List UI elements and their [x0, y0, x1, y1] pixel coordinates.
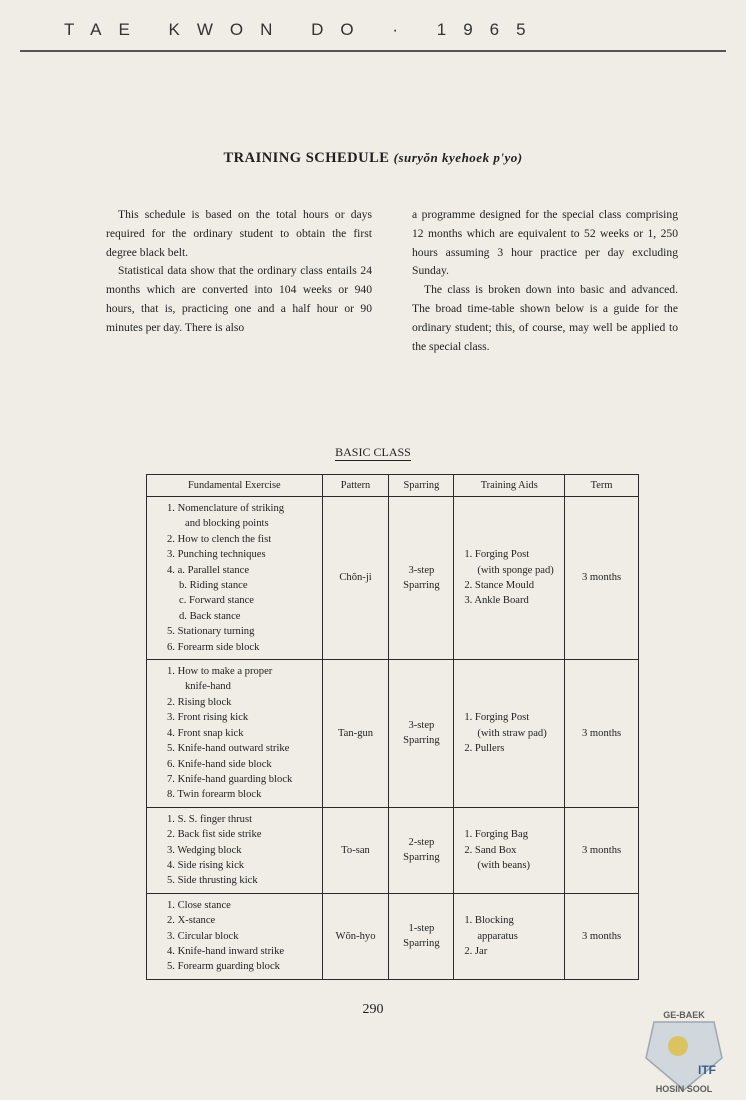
pattern-cell: Wŏn-hyo — [322, 893, 389, 979]
exercise-item: 5. Side thrusting kick — [167, 875, 258, 887]
exercise-item: 3. Front rising kick — [167, 712, 249, 724]
exercise-item: 6. Knife-hand side block — [167, 758, 272, 770]
exercise-cell — [147, 893, 323, 979]
sparring-cell: 3-step Sparring — [389, 660, 454, 808]
exercise-item: knife-hand — [185, 681, 231, 693]
running-header: TAE KWON DO · 1965 — [64, 20, 543, 39]
aid-item: (with beans) — [477, 859, 530, 871]
training-aids-cell — [454, 497, 565, 660]
intro-right-column — [412, 206, 678, 356]
intro-paragraph: The class is broken down into basic and advanced. The broad time-table shown below is a guide for the ordinary student; this, of course, may well be applied to the special class. — [412, 283, 678, 353]
aid-item: 3. Ankle Board — [464, 595, 529, 607]
header-pattern: Pattern — [322, 475, 389, 497]
basic-class-table — [146, 474, 639, 980]
table-header-row — [147, 475, 639, 497]
exercise-item: 5. Stationary turning — [167, 626, 255, 638]
exercise-item: 4. a. Parallel stance — [167, 564, 250, 576]
term-cell: 3 months — [565, 497, 639, 660]
intro-left-column — [106, 206, 372, 338]
aid-item: (with sponge pad) — [477, 564, 554, 576]
exercise-item: 1. How to make a proper — [167, 666, 273, 678]
exercise-item: 2. X-stance — [167, 915, 216, 927]
pattern-cell: Chŏn-ji — [322, 497, 389, 660]
watermark-bottom-text: HOSIN SOOL — [655, 1084, 713, 1094]
exercise-item: 4. Side rising kick — [167, 859, 245, 871]
exercise-item: 5. Knife-hand outward strike — [167, 743, 290, 755]
title-main: TRAINING SCHEDULE — [223, 150, 390, 166]
pattern-cell: To-san — [322, 807, 389, 893]
watermark-top-text: GE-BAEK — [663, 1010, 705, 1020]
exercise-item: 3. Wedging block — [167, 844, 242, 856]
exercise-item: b. Riding stance — [179, 580, 248, 592]
exercise-item: 2. Rising block — [167, 696, 232, 708]
basic-class-heading: BASIC CLASS — [335, 445, 411, 459]
exercise-item: 2. How to clench the fist — [167, 533, 272, 545]
aid-item: 2. Sand Box — [464, 844, 517, 856]
aid-item: 2. Pullers — [464, 743, 505, 755]
exercise-item: 3. Circular block — [167, 930, 239, 942]
header-training-aids: Training Aids — [454, 475, 565, 497]
aid-item: 1. Forging Post — [464, 712, 530, 724]
page-number: 290 — [362, 1002, 384, 1017]
sparring-cell: 1-step Sparring — [389, 893, 454, 979]
exercise-item: 1. S. S. finger thrust — [167, 813, 253, 825]
aid-item: 1. Forging Bag — [464, 829, 528, 841]
training-aids-cell — [454, 893, 565, 979]
page-title — [0, 150, 746, 167]
training-aids-cell — [454, 807, 565, 893]
exercise-item: d. Back stance — [179, 610, 241, 622]
exercise-item: 1. Nomenclature of striking — [167, 503, 285, 514]
exercise-cell — [147, 807, 323, 893]
exercise-cell — [147, 660, 323, 808]
term-cell: 3 months — [565, 807, 639, 893]
sparring-cell: 2-step Sparring — [389, 807, 454, 893]
table-row — [147, 497, 639, 660]
aid-item: 1. Blocking — [464, 915, 514, 927]
term-cell: 3 months — [565, 660, 639, 808]
exercise-item: 3. Punching techniques — [167, 549, 266, 561]
watermark-shield-icon — [630, 1010, 738, 1094]
header-rule — [20, 50, 726, 52]
exercise-item: 7. Knife-hand guarding block — [167, 773, 293, 785]
training-aids-cell — [454, 660, 565, 808]
sparring-cell: 3-step Sparring — [389, 497, 454, 660]
header-term: Term — [565, 475, 639, 497]
exercise-item: 8. Twin forearm block — [167, 789, 262, 801]
exercise-item: 2. Back fist side strike — [167, 829, 262, 841]
intro-paragraph: Statistical data show that the ordinary class entails 24 months which are converted into 104 weeks or 940 hours, that is, practicing one and a half hour or 90 minutes per day. There is also — [106, 264, 372, 334]
pattern-cell: Tan-gun — [322, 660, 389, 808]
table-row — [147, 807, 639, 893]
exercise-item: 4. Knife-hand inward strike — [167, 945, 285, 957]
intro-paragraph: a programme designed for the special class comprising 12 months which are equivalent to 52 weeks or 1, 250 hours assuming 3 hour practice per day excluding Sunday. — [412, 208, 678, 278]
table-row — [147, 660, 639, 808]
exercise-item: 1. Close stance — [167, 899, 231, 911]
table-row — [147, 893, 639, 979]
exercise-cell — [147, 497, 323, 660]
watermark-logo — [630, 1010, 738, 1094]
exercise-item: 6. Forearm side block — [167, 641, 260, 653]
exercise-item: 5. Forearm guarding block — [167, 961, 280, 973]
term-cell: 3 months — [565, 893, 639, 979]
exercise-item: and blocking points — [185, 518, 269, 530]
intro-paragraph: This schedule is based on the total hours or days required for the ordinary student to obtain the first degree black belt. — [106, 208, 372, 259]
aid-item: 1. Forging Post — [464, 549, 530, 561]
aid-item: 2. Stance Mould — [464, 580, 535, 592]
aid-item: (with straw pad) — [477, 727, 547, 739]
aid-item: apparatus — [477, 930, 518, 942]
title-transliteration: (suryŏn kyehoek p'yo) — [393, 150, 523, 165]
header-sparring: Sparring — [389, 475, 454, 497]
exercise-item: c. Forward stance — [179, 595, 255, 607]
header-exercise: Fundamental Exercise — [147, 475, 323, 497]
watermark-center-text: ITF — [698, 1063, 716, 1077]
aid-item: 2. Jar — [464, 945, 488, 957]
exercise-item: 4. Front snap kick — [167, 727, 244, 739]
